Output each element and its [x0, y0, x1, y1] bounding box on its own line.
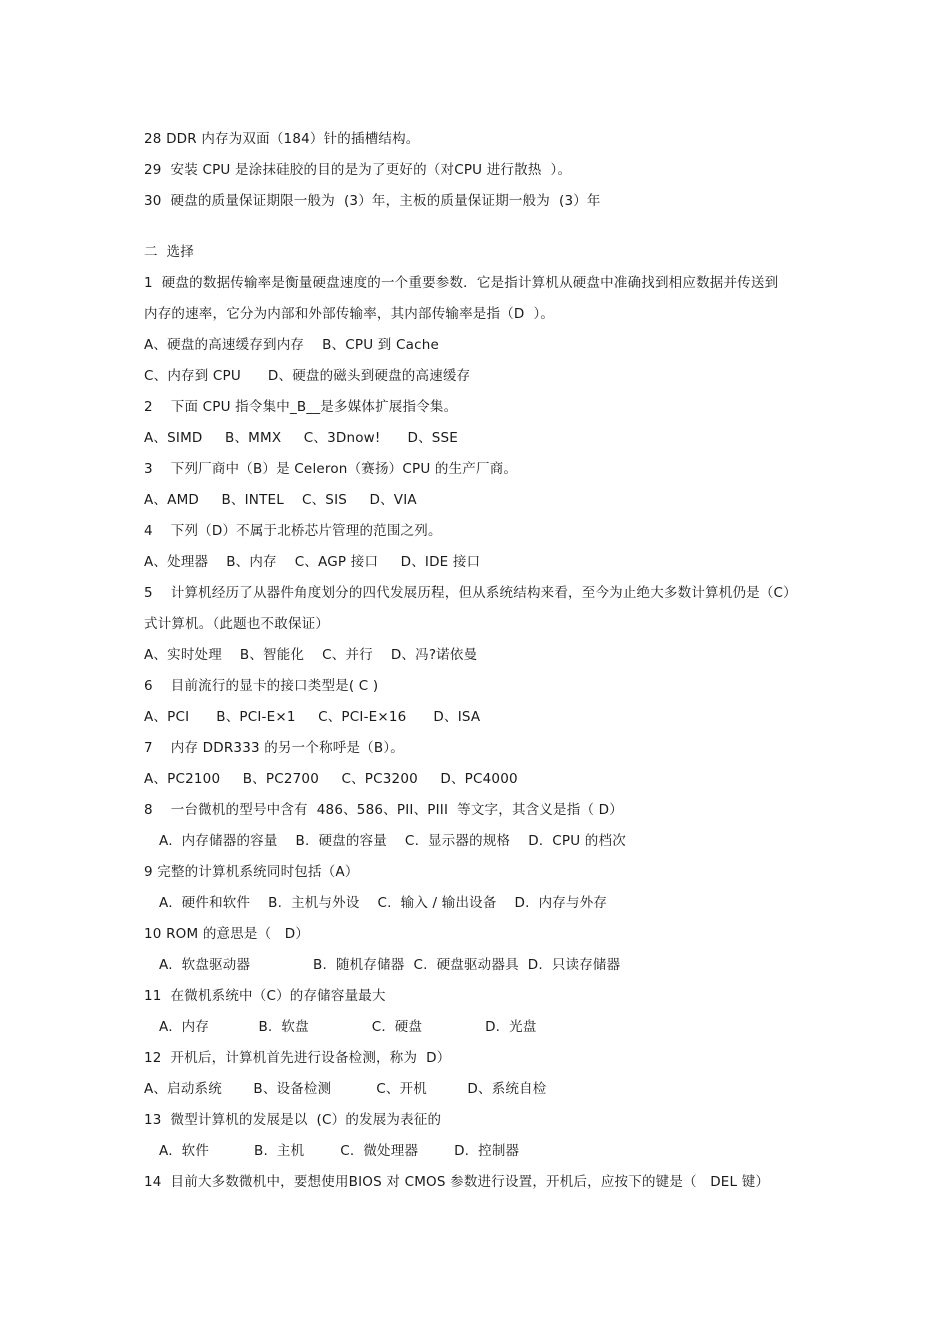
- question-line: 11 在微机系统中（C）的存储容量最大: [144, 988, 386, 1004]
- options-line: A. 硬件和软件 B. 主机与外设 C. 输入 / 输出设备 D. 内存与外存: [159, 895, 608, 911]
- question-line: 2 下面 CPU 指令集中_B__是多媒体扩展指令集。: [144, 399, 458, 415]
- question-line: 7 内存 DDR333 的另一个称呼是（B）。: [144, 740, 404, 756]
- options-line: A、PCI B、PCI-E×1 C、PCI-E×16 D、ISA: [144, 709, 481, 725]
- options-line: C、内存到 CPU D、硬盘的磁头到硬盘的高速缓存: [144, 368, 471, 384]
- question-line: 3 下列厂商中（B）是 Celeron（赛扬）CPU 的生产厂商。: [144, 461, 518, 477]
- question-line: 9 完整的计算机系统同时包括（A）: [144, 864, 359, 880]
- text-line: 30 硬盘的质量保证期限一般为 (3）年，主板的质量保证期一般为 (3）年: [144, 193, 601, 209]
- question-line: 内存的速率，它分为内部和外部传输率，其内部传输率是指（D ）。: [144, 306, 555, 322]
- options-line: A、硬盘的高速缓存到内存 B、CPU 到 Cache: [144, 337, 439, 353]
- options-line: A. 内存 B. 软盘 C. 硬盘 D. 光盘: [159, 1019, 537, 1035]
- options-line: A. 软件 B. 主机 C. 微处理器 D. 控制器: [159, 1143, 520, 1159]
- options-line: A. 内存储器的容量 B. 硬盘的容量 C. 显示器的规格 D. CPU 的档次: [159, 833, 626, 849]
- question-line: 式计算机。（此题也不敢保证）: [144, 616, 330, 632]
- question-line: 4 下列（D）不属于北桥芯片管理的范围之列。: [144, 523, 442, 539]
- options-line: A、SIMD B、MMX C、3Dnow! D、SSE: [144, 430, 459, 446]
- options-line: A、实时处理 B、智能化 C、并行 D、冯?诺依曼: [144, 647, 478, 663]
- question-line: 1 硬盘的数据传输率是衡量硬盘速度的一个重要参数．它是指计算机从硬盘中准确找到相应数据并传送到: [144, 275, 779, 291]
- options-line: A. 软盘驱动器 B. 随机存储器 C. 硬盘驱动器具 D. 只读存储器: [159, 957, 621, 973]
- text-line: 29 安装 CPU 是涂抹硅胶的目的是为了更好的（对CPU 进行散热 ）。: [144, 162, 572, 178]
- question-line: 5 计算机经历了从器件角度划分的四代发展历程，但从系统结构来看，至今为止绝大多数计算机仍是（C）: [144, 585, 797, 601]
- question-line: 14 目前大多数微机中，要想使用BIOS 对 CMOS 参数进行设置，开机后，应按下的键是（ DEL 键）: [144, 1174, 770, 1190]
- options-line: A、PC2100 B、PC2700 C、PC3200 D、PC4000: [144, 771, 518, 787]
- question-line: 13 微型计算机的发展是以 (C）的发展为表征的: [144, 1112, 442, 1128]
- text-line: 28 DDR 内存为双面（184）针的插槽结构。: [144, 131, 420, 147]
- options-line: A、处理器 B、内存 C、AGP 接口 D、IDE 接口: [144, 554, 481, 570]
- question-line: 10 ROM 的意思是（ D）: [144, 926, 310, 942]
- question-line: 12 开机后，计算机首先进行设备检测，称为 D）: [144, 1050, 451, 1066]
- question-line: 6 目前流行的显卡的接口类型是( C ): [144, 678, 379, 694]
- section-heading: 二 选择: [144, 244, 195, 260]
- question-line: 8 一台微机的型号中含有 486、586、PII、PIII 等文字，其含义是指（ D）: [144, 802, 623, 818]
- options-line: A、AMD B、INTEL C、SIS D、VIA: [144, 492, 417, 508]
- options-line: A、启动系统 B、设备检测 C、开机 D、系统自检: [144, 1081, 547, 1097]
